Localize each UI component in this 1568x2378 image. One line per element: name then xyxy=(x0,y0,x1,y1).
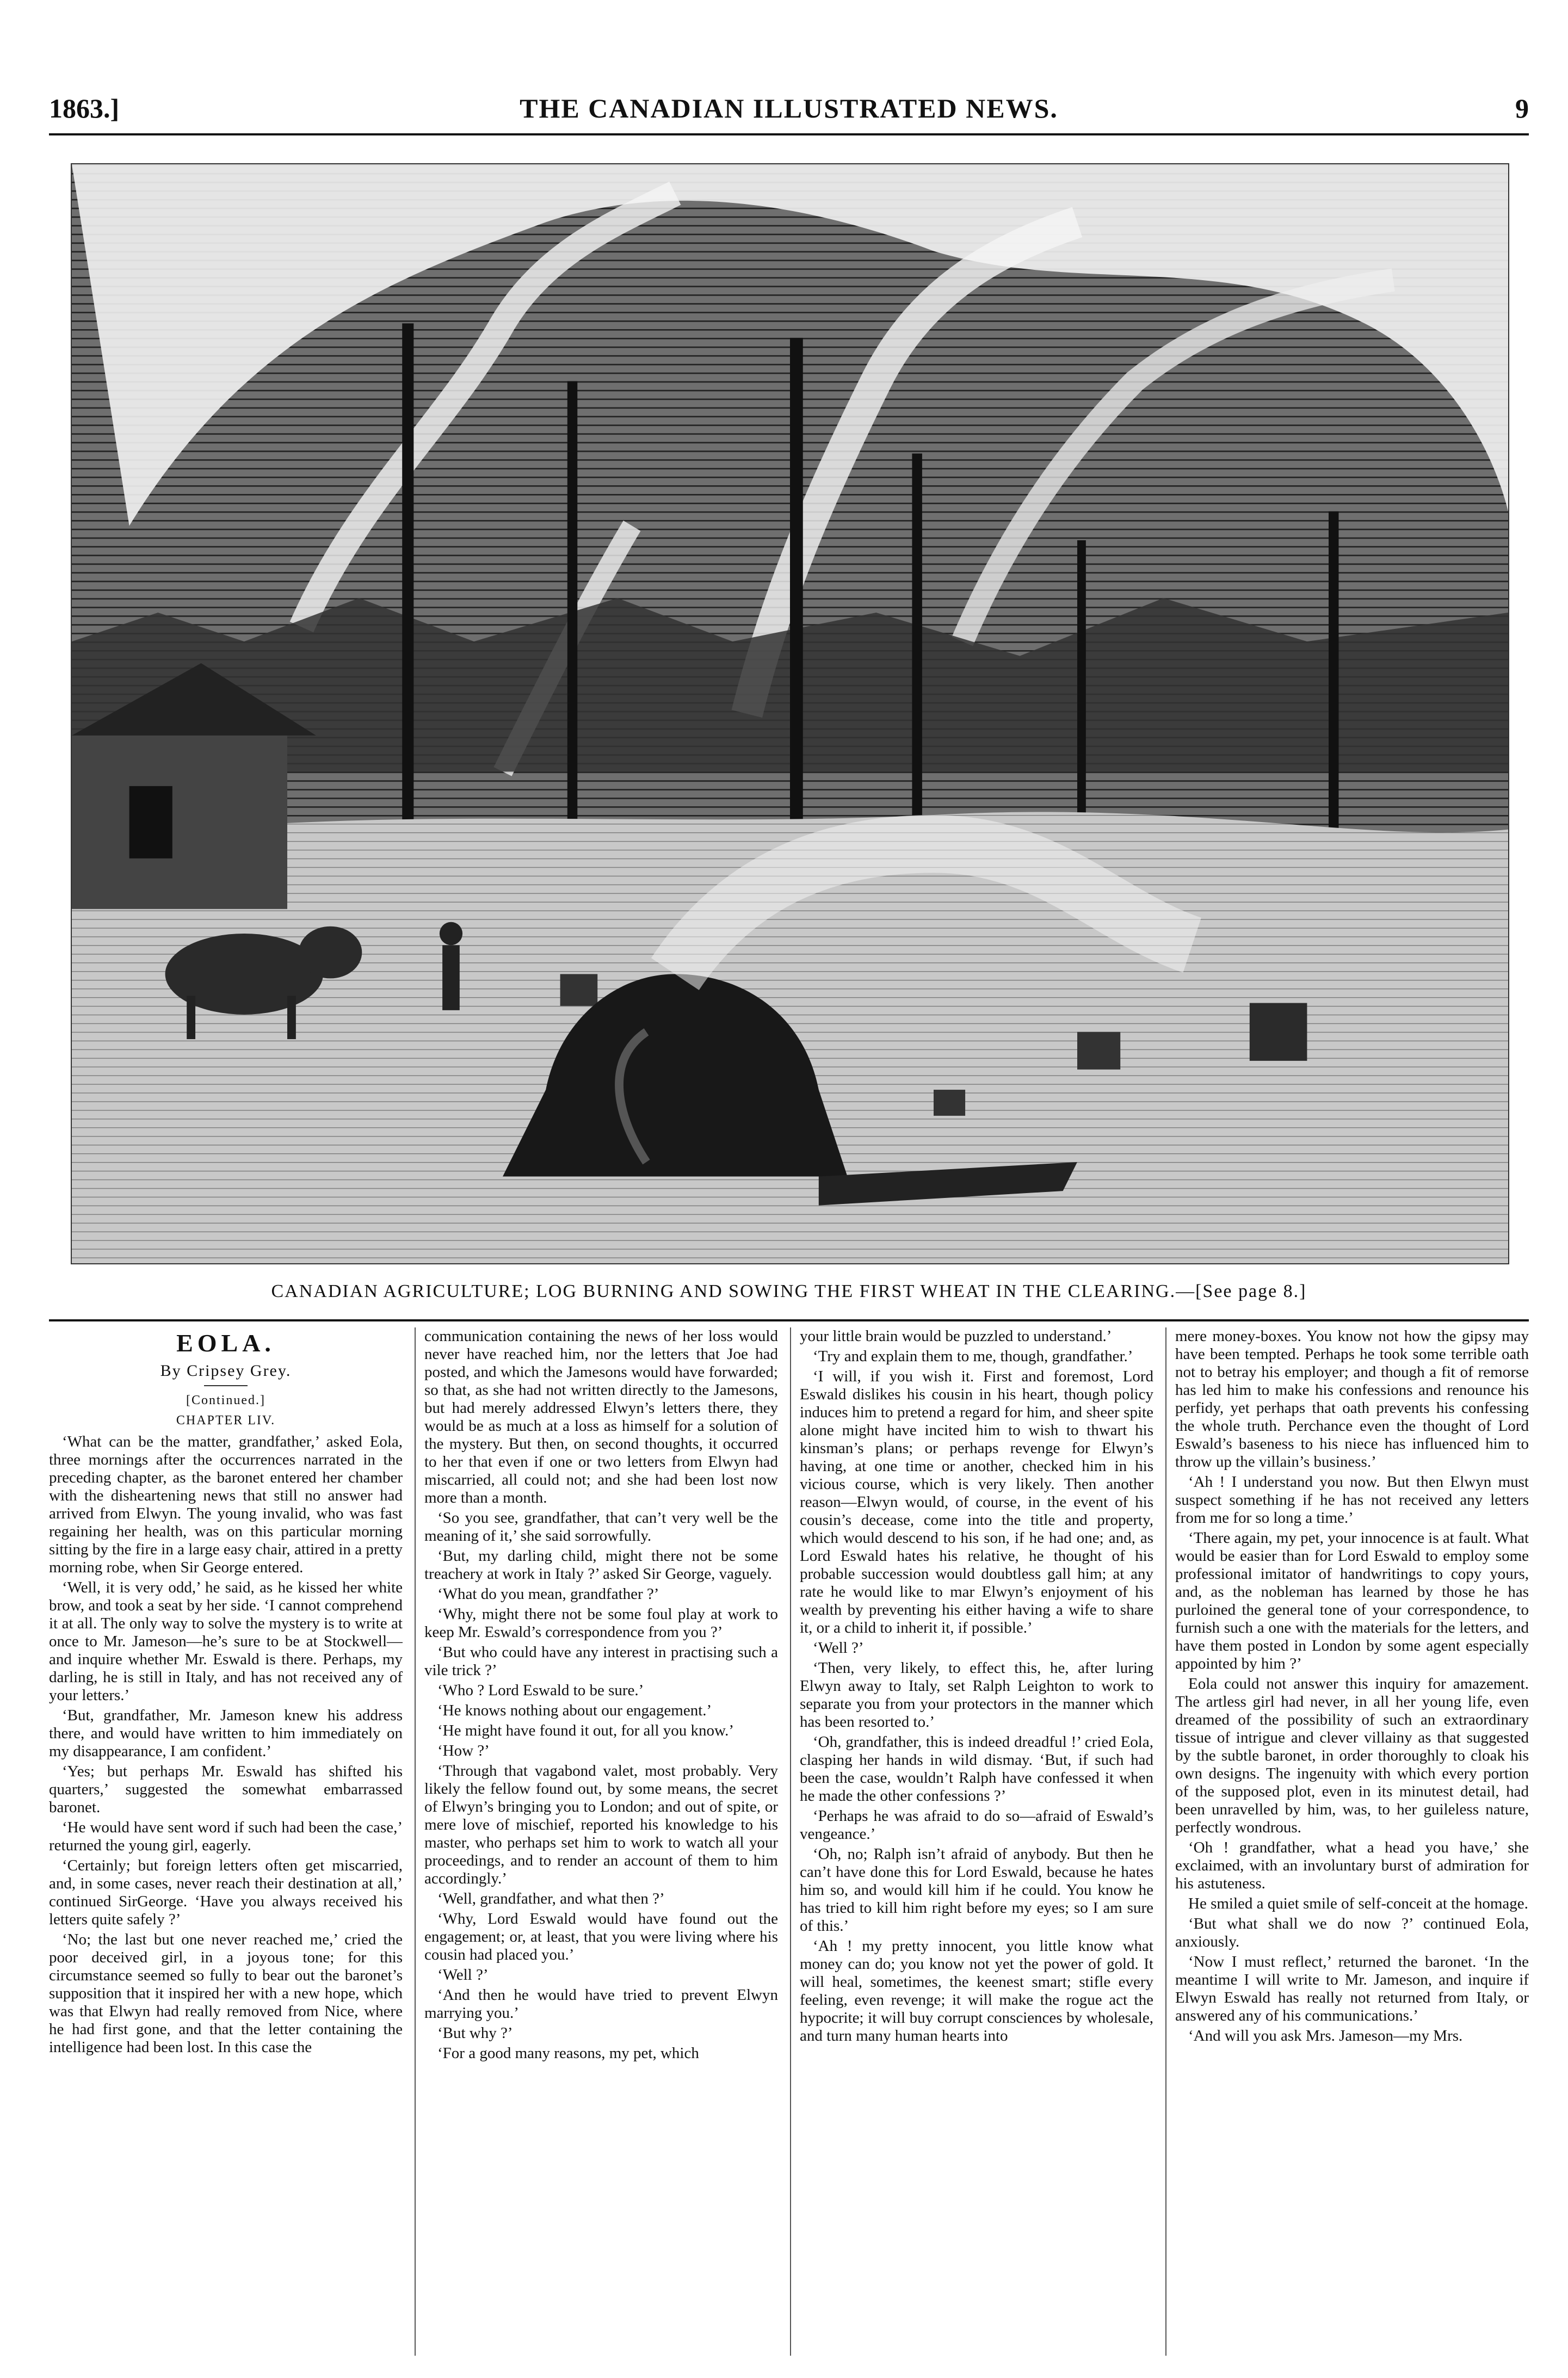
paragraph: ‘But why ?’ xyxy=(437,2024,513,2042)
paragraph: ‘Well ?’ xyxy=(437,1966,489,1984)
chapter-heading: CHAPTER LIV. xyxy=(176,1413,276,1428)
paragraph: ‘And will you ask Mrs. Jameson—my Mrs. xyxy=(1188,2027,1463,2045)
byline-rule xyxy=(204,1385,248,1386)
paragraph: ‘Now I must reflect,’ returned the baronet. ‘In the meantime I will write to Mr. Jameson, and inquire if Elwyn Eswald has really not returned from Italy, or answered any of his communications.’ xyxy=(1175,1953,1529,2024)
paragraph: ‘But, grandfather, Mr. Jameson knew his address there, and would have written to him immediately on my disappearance, I am confident.’ xyxy=(49,1707,403,1760)
paragraph: ‘Why, might there not be some foul play at work to keep Mr. Eswald’s correspondence from you ?’ xyxy=(424,1605,778,1641)
issue-year: 1863.] xyxy=(49,93,120,123)
column-divider xyxy=(790,1327,791,2356)
paragraph: ‘Oh, no; Ralph isn’t afraid of anybody. But then he can’t have done this for Lord Eswald, because he hates him so, and would kill him if he could. You know he has tried to kill him right before my eyes; so I am sure of this.’ xyxy=(800,1845,1153,1935)
paragraph: ‘Who ? Lord Eswald to be sure.’ xyxy=(437,1682,644,1699)
page-number: 9 xyxy=(1515,93,1529,123)
paragraph: ‘How ?’ xyxy=(437,1742,490,1759)
paragraph: ‘Perhaps he was afraid to do so—afraid of Eswald’s vengeance.’ xyxy=(800,1807,1153,1843)
paragraph: ‘He knows nothing about our engagement.’ xyxy=(437,1702,712,1719)
paragraph: ‘No; the last but one never reached me,’ cried the poor deceived girl, in a joyous tone; for this circumstance seemed so fully to bear out the baronet’s supposition that it inspired her with a new hope, which was that Elwyn had really removed from Nice, where he had first gone, and that the letter containing the intelligence had been lost. In this case the xyxy=(49,1931,403,2056)
paragraph: Eola could not answer this inquiry for amazement. The artless girl had never, in all her young life, even dreamed of the possibility of such an extraordinary tissue of intrigue and clever villainy as that suggested by the subtle baronet, in order thoroughly to cloak his own designs. The ingenuity with which every portion of the supposed plot, even in its minutest detail, had been unravelled by him, was, to her guileless nature, perfectly wondrous. xyxy=(1175,1675,1529,1836)
paragraph: ‘There again, my pet, your innocence is at fault. What would be easier than for Lord Eswald to employ some professional imitator of handwritings to copy yours, and, as the nobleman has learned by those he has purloined the general tone of your correspondence, to furnish such a one with the materials for the letters, and have them posted in London by some agent especially appointed by him ?’ xyxy=(1175,1529,1529,1672)
paragraph: ‘Yes; but perhaps Mr. Eswald has shifted his quarters,’ suggested the somewhat embarrassed baronet. xyxy=(49,1763,403,1816)
paragraph: ‘Well ?’ xyxy=(813,1639,864,1657)
text-columns xyxy=(49,1327,1529,2361)
paragraph: mere money-boxes. You know not how the gipsy may have been tempted. Perhaps he took some terrible oath not to betray his employer; and though a fit of remorse has led him to make his confessions and renounce his perfidy, yet perhaps that oath prevents his confessing the whole truth. Perchance even the thought of Lord Eswald’s baseness to his niece has influenced him to throw up the villain’s business.’ xyxy=(1175,1327,1529,1471)
paragraph: ‘He might have found it out, for all you know.’ xyxy=(437,1722,734,1739)
paragraph: ‘For a good many reasons, my pet, which xyxy=(437,2045,699,2062)
paragraph: ‘But, my darling child, might there not be some treachery at work in Italy ?’ asked Sir George, vaguely. xyxy=(424,1547,778,1583)
paragraph: ‘Well, grandfather, and what then ?’ xyxy=(437,1890,665,1907)
column-divider xyxy=(415,1327,416,2356)
text-column-4 xyxy=(1175,1327,1529,2356)
paragraph: He smiled a quiet smile of self-conceit at the homage. xyxy=(1188,1895,1528,1912)
paragraph: your little brain would be puzzled to understand.’ xyxy=(800,1327,1112,1345)
paragraph: ‘What do you mean, grandfather ?’ xyxy=(437,1585,659,1603)
story-title: EOLA. xyxy=(176,1329,275,1357)
paragraph: ‘And then he would have tried to prevent Elwyn marrying you.’ xyxy=(424,1986,778,2022)
newspaper-title: THE CANADIAN ILLUSTRATED NEWS. xyxy=(520,93,1058,123)
masthead xyxy=(49,82,1529,131)
engraving-illustration xyxy=(71,163,1509,1264)
paragraph: ‘But what shall we do now ?’ continued Eola, anxiously. xyxy=(1175,1915,1529,1950)
paragraph: ‘Well, it is very odd,’ he said, as he kissed her white brow, and took a seat by her side. ‘I cannot comprehend it at all. The only way to solve the mystery is to write at once to Mr. Jameson—he’s sure to be at Stockwell—and inquire whether Mr. Eswald is there. Perhaps, my darling, he is still in Italy, and has not received any of your letters.’ xyxy=(49,1579,403,1704)
paragraph: ‘I will, if you wish it. First and foremost, Lord Eswald dislikes his cousin in his heart, though policy induces him to pretend a regard for him, and sheer spite alone might have incited him to wish to thwart his kinsman’s plans; or perhaps revenge for Elwyn’s having, at one time or another, checked him in his vicious course, which is very likely. Then another reason—Elwyn would, of course, in the event of his cousin’s decease, come into the title and property, which would descend to his son, if he had one; and, as Lord Eswald hates his relative, he thought of his probable succession would doubtless gall him; at any rate he would like to mar Elwyn’s enjoyment of his wealth by preventing his either having a wife to share it, or a child to inherit it, if possible.’ xyxy=(800,1368,1153,1636)
log-burning-scene xyxy=(72,164,1508,1263)
illustration-caption: CANADIAN AGRICULTURE; LOG BURNING AND SOWING THE FIRST WHEAT IN THE CLEARING.—[See page 8.] xyxy=(271,1281,1307,1301)
paragraph: ‘Ah ! I understand you now. But then Elwyn must suspect something if he has not received any letters from me for so long a time.’ xyxy=(1175,1473,1529,1527)
column-divider xyxy=(1165,1327,1166,2356)
paragraph: ‘Oh, grandfather, this is indeed dreadful !’ cried Eola, clasping her hands in wild dismay. ‘But, if such had been the case, wouldn’t Ralph have confessed it when he made the other confessions ?’ xyxy=(800,1733,1153,1805)
paragraph: ‘He would have sent word if such had been the case,’ returned the young girl, eagerly. xyxy=(49,1819,403,1854)
text-column-1 xyxy=(49,1327,403,2356)
paragraph: ‘What can be the matter, grandfather,’ asked Eola, three mornings after the occurrences narrated in the preceding chapter, as the baronet entered her chamber with the disheartening news that still no answer had arrived from Elwyn. The young invalid, who was fast regaining her health, was on this particular morning sitting by the fire in a large easy chair, attired in a pretty morning robe, when Sir George entered. xyxy=(49,1433,403,1576)
paragraph: ‘But who could have any interest in practising such a vile trick ?’ xyxy=(424,1644,778,1679)
paragraph: ‘Through that vagabond valet, most probably. Very likely the fellow found out, by some means, the secret of Elwyn’s bringing you to London; and out of spite, or mere love of mischief, reported his knowledge to his master, who perhaps set him to work to watch all your proceedings, and to render an account of them to him accordingly.’ xyxy=(424,1762,778,1887)
paragraph: ‘Try and explain them to me, though, grandfather.’ xyxy=(813,1348,1133,1365)
paragraph: ‘Certainly; but foreign letters often get miscarried, and, in some cases, never reach their destination at all,’ continued SirGeorge. ‘Have you always received his letters quite safely ?’ xyxy=(49,1857,403,1928)
paragraph: ‘Ah ! my pretty innocent, you little know what money can do; you know not yet the power of gold. It will heal, sometimes, the keenest smart; stifle every feeling, even revenge; it will make the rogue act the hypocrite; it will buy corrupt consciences by wholesale, and turn many human hearts into xyxy=(800,1937,1153,2045)
paragraph: ‘Why, Lord Eswald would have found out the engagement; or, at least, that you were living where his cousin had placed you.’ xyxy=(424,1910,778,1963)
text-column-3 xyxy=(800,1327,1153,2356)
continued-note: [Continued.] xyxy=(186,1393,266,1407)
paragraph: communication containing the news of her loss would never have reached him, nor the letters that Joe had posted, and which the Jamesons would have forwarded; so that, as she had not written directly to the Jamesons, but had merely addressed Elwyn’s letters there, they would be as much at a loss as himself for a solution of the mystery. But then, on second thoughts, it occurred to her that even if one or two letters from Elwyn had miscarried, all could not; and she had been lost now more than a month. xyxy=(424,1327,778,1506)
paragraph: ‘So you see, grandfather, that can’t very well be the meaning of it,’ she said sorrowfully. xyxy=(424,1509,778,1545)
story-byline: By Cripsey Grey. xyxy=(160,1362,292,1380)
text-column-2 xyxy=(424,1327,778,2356)
masthead-rule xyxy=(49,133,1529,135)
caption-rule xyxy=(49,1319,1529,1321)
paragraph: ‘Then, very likely, to effect this, he, after luring Elwyn away to Italy, set Ralph Leighton to work to separate you from your protectors in the manner which has been resorted to.’ xyxy=(800,1659,1153,1731)
paragraph: ‘Oh ! grandfather, what a head you have,’ she exclaimed, with an involuntary burst of admiration for his astuteness. xyxy=(1175,1839,1529,1892)
